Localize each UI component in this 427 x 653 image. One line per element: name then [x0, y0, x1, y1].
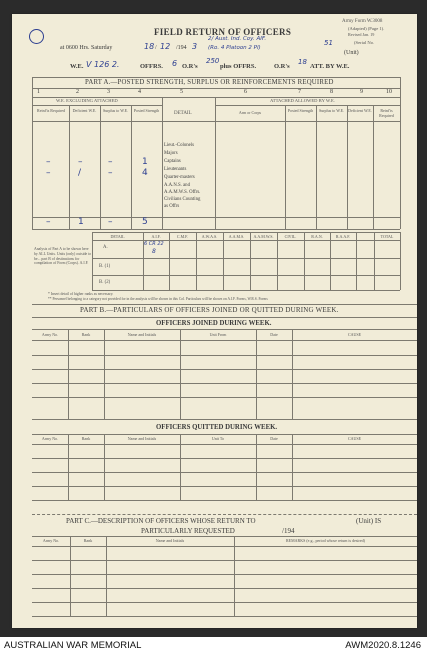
we-value: V 126 2. — [86, 60, 120, 69]
part-b-title: PART B.—PARTICULARS OF OFFICERS JOINED OR QUITTED DURING WEEK. — [80, 306, 339, 314]
adapted-label: (Adapted) (Page 1). — [348, 26, 385, 31]
footnote-1: * Insert detail of higher ranks as necessary. — [48, 292, 114, 296]
ors-label: O.R's — [182, 63, 198, 70]
quitted-title: OFFICERS QUITTED DURING WEEK. — [156, 424, 278, 431]
detail-label: DETAIL — [174, 111, 192, 116]
archive-footer — [0, 638, 427, 653]
ranks-list: Lieut.-Colonels Majors Captains Lieutenants Quarter-masters A.A.N.S. and A.A.M.W.S. Offrs. Civilians Counting as Offrs — [164, 143, 201, 209]
serial-label: (Serial No. — [354, 40, 375, 45]
col4-row1: 1 — [142, 157, 148, 167]
we-label: W.E. — [70, 63, 84, 70]
army-form-label: Army Form W.3008 — [342, 19, 383, 24]
date-day: 18 — [144, 42, 155, 51]
unit-label: (Unit) — [344, 50, 359, 56]
ors2-label: O.R's — [274, 63, 290, 70]
aif-a-value: 6 CR 22 — [144, 241, 164, 247]
part-c-subtitle: PARTICULARLY REQUESTED — [141, 527, 235, 535]
unit-line2: (Ro. 4 Platoon 2 Pl) — [208, 45, 261, 51]
col4-row2: 4 — [142, 168, 148, 178]
part-c-title: PART C.—DESCRIPTION OF OFFICERS WHOSE RETURN TO — [66, 517, 256, 525]
part-c-unit: (Unit) IS — [356, 517, 382, 525]
ors-value: 250 — [206, 57, 220, 65]
circled-mark — [29, 29, 44, 44]
offrs-value: 6 — [172, 59, 178, 68]
date-line-prefix: at 0600 Hrs. Saturday — [60, 45, 113, 51]
form-page: Army Form W.3008 (Adapted) (Page 1). Revised Jan. 19 (Serial No. FIELD RETURN OF OFFICERS at 0600 Hrs. Saturday 18 / 12 /194 3 2/ Aust. Ind. Coy. AIF. (Ro. 4 Platoon 2 Pl) 51 (Unit) W.E. V 126 2. OFFRS. 6 O.R's 250 plus OFFRS. O.R's 18 ATT. BY W.E. PART A.—POSTED STRENGTH, SURPLUS OR REINFORCEMENTS REQUIRED 1 2 3 4 5 6 7 8 9 10 W.E. EXCLUDING ATTACHED ATTACHED ALLOWED BY W.E. DETAIL Reinf'ts Required Deficient W.E. Surplus to W.E. Posted Strength Arm or Corps Posted Strength Surplus to W.E. Deficient W.E. Reinf'ts Required Lieut.-Colonels Majors Captains Lieutenants Quarter-masters A.A.N.S. and A.A.M.W.S. Offrs. Civilians Counting as Offrs – – – – / – 1 4 – 1 – 5 Analysis of Part A to be shown here by ALL Units. Units (only) outside to be... part B of destinations for compilation of Form (Corps). A.I.F. DETAIL A.I.F. C.M.F. A.W.A.S. A.A.M.S. A.A.M.W.S. CIVIL. R.A.N. R.A.A.F. TOTAL A. B. (1) B. (2) 6 CR 22 8 * Insert detail of higher ranks as necessary. ** Personnel belonging to a category not provided for in the analysis will be shown in this Col. Particulars will be shown on A.I.F. Forms, W.R.S. Forms PART B.—PARTICULARS OF OFFICERS JOINED OR QUITTED DURING WEEK. OFFICERS JOINED DURING WEEK. Army No. Rank Name and Initials Unit From Date CAUSE OFFICERS QUITTED DURING WEEK. Army No. Rank Name and Initials Unit To Date CAUSE PART C.—DESCRIPTION OF OFFICERS WHOSE RETURN TO (Unit) IS PARTICULARLY REQUESTED /194 Army No. Rank Name and Initials REMARKS (e.g., period whose return is desired) — [12, 14, 417, 628]
offrs-label: OFFRS. — [140, 63, 163, 70]
footer-left: AUSTRALIAN WAR MEMORIAL — [4, 640, 142, 651]
revised-label: Revised Jan. 19 — [348, 32, 375, 37]
date-month: 12 — [160, 42, 171, 51]
serial-value: 51 — [324, 39, 333, 47]
footnote-2: ** Personnel belonging to a category not provided for in the analysis will be shown in this Col. Particulars will be shown on A.I.F. Forms, W.R.S. Forms — [48, 297, 268, 301]
form-title: FIELD RETURN OF OFFICERS — [154, 27, 292, 37]
date-year: 3 — [192, 42, 198, 51]
part-c-year: /194 — [282, 527, 295, 535]
plus-offrs-label: plus OFFRS. — [220, 63, 257, 70]
att-by-we-label: ATT. BY W.E. — [310, 63, 350, 70]
attached-allowed-label: ATTACHED ALLOWED BY W.E. — [270, 98, 335, 103]
ors2-value: 18 — [298, 58, 307, 66]
date-year-label: /194 — [176, 45, 187, 51]
we-excluding-label: W.E. EXCLUDING ATTACHED — [56, 98, 118, 103]
joined-title: OFFICERS JOINED DURING WEEK. — [156, 320, 272, 327]
total-col4: 5 — [142, 217, 148, 227]
analysis-note: Analysis of Part A to be shown here by ALL Units. Units (only) outside to be... part B of destinations for compilation of Form (Corps). A.I.F. — [34, 247, 92, 266]
footer-right: AWM2020.8.1246 — [345, 640, 421, 651]
total-col2: 1 — [78, 217, 84, 227]
unit-line1: 2/ Aust. Ind. Coy. AIF. — [208, 36, 267, 42]
aif-a-value2: 8 — [152, 248, 156, 255]
part-a-title: PART A.—POSTED STRENGTH, SURPLUS OR REINFORCEMENTS REQUIRED — [85, 79, 334, 86]
